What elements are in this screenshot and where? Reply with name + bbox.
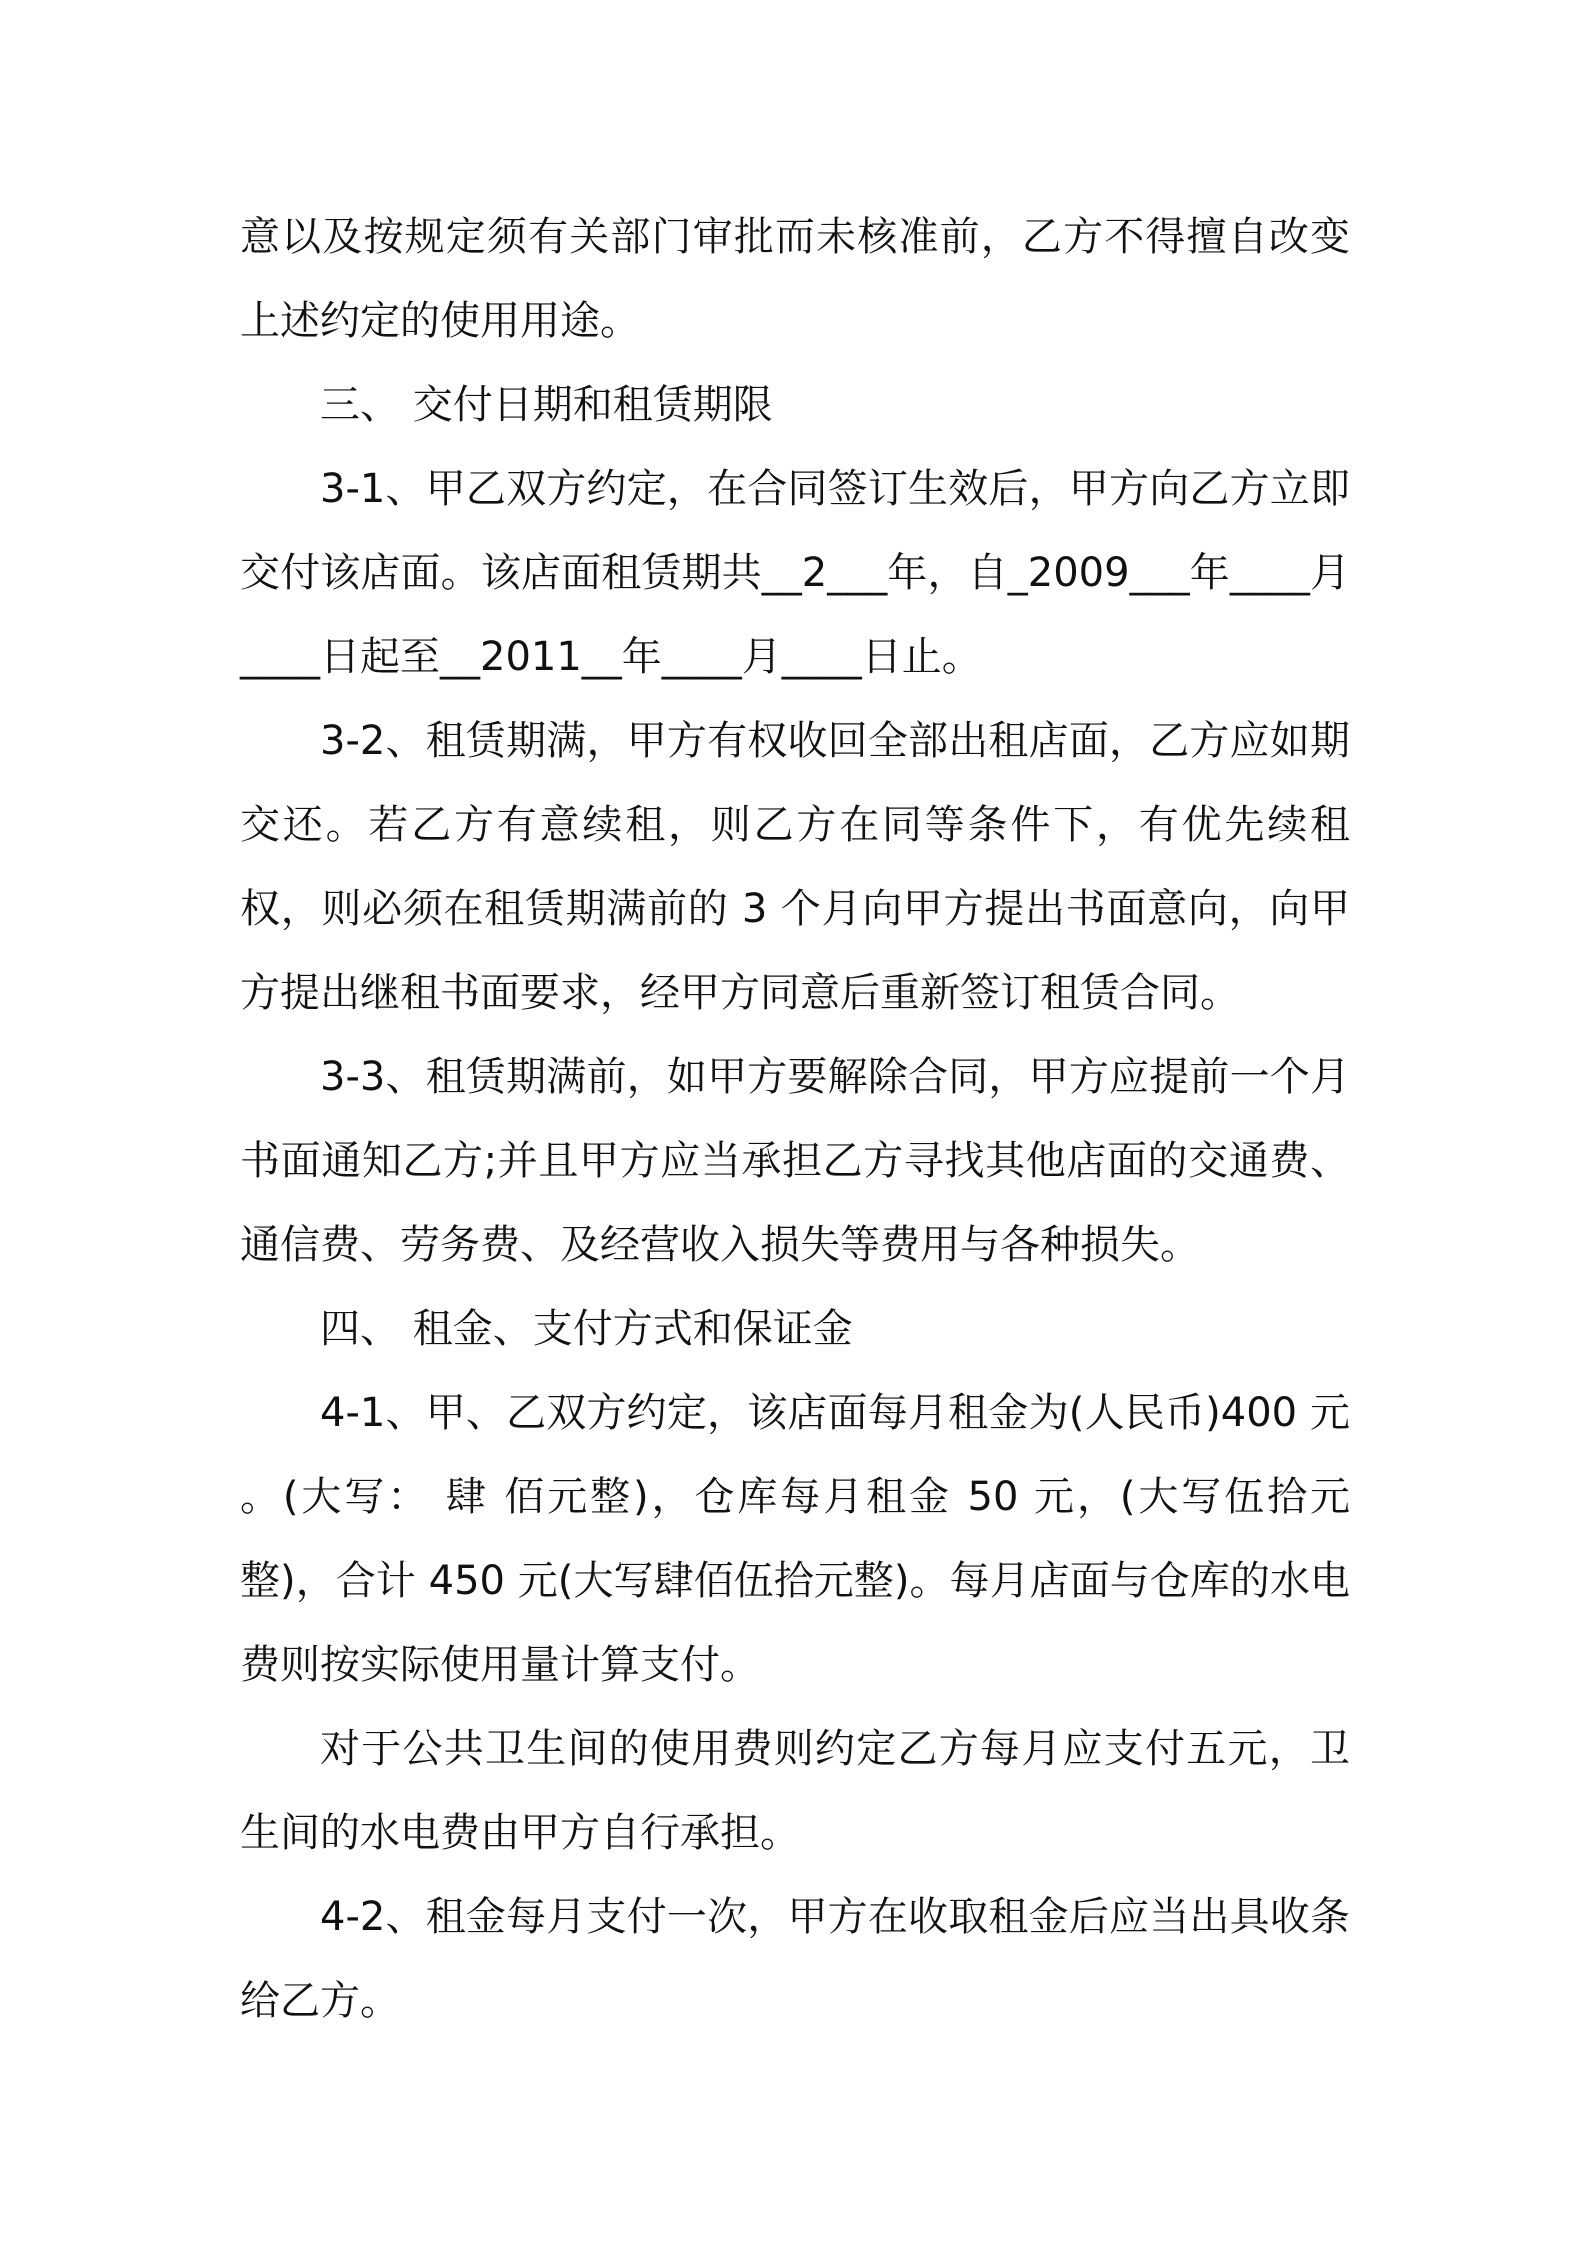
clause-3-1: 3-1、甲乙双方约定，在合同签订生效后，甲方向乙方立即交付该店面。该店面租赁期共__2___年，自_2009___年____月____日起至__2011__年____月____日止。 <box>240 466 1350 680</box>
document-body <box>240 195 1350 2043</box>
paragraph-public-restroom-fee: 对于公共卫生间的使用费则约定乙方每月应支付五元，卫生间的水电费由甲方自行承担。 <box>240 1726 1350 1856</box>
clause-4-1: 4-1、甲、乙双方约定，该店面每月租金为(人民币)400 元 。(大写： 肆 佰元整)，仓库每月租金 50 元，(大写伍拾元整)，合计 450 元(大写肆佰伍拾元整)。每月店面与仓库的水电费则按实际使用量计算支付。 <box>240 1390 1350 1688</box>
clause-3-2: 3-2、租赁期满，甲方有权收回全部出租店面，乙方应如期交还。若乙方有意续租，则乙方在同等条件下，有优先续租权，则必须在租赁期满前的 3 个月向甲方提出书面意向，向甲方提出继租书面要求，经甲方同意后重新签订租赁合同。 <box>240 718 1350 1016</box>
section-heading-rent-and-deposit: 四、 租金、支付方式和保证金 <box>320 1306 853 1352</box>
paragraph-usage-clause-continued: 意以及按规定须有关部门审批而未核准前，乙方不得擅自改变上述约定的使用用途。 <box>240 214 1350 344</box>
clause-4-2: 4-2、租金每月支付一次，甲方在收取租金后应当出具收条给乙方。 <box>240 1894 1350 2024</box>
clause-3-3: 3-3、租赁期满前，如甲方要解除合同，甲方应提前一个月书面通知乙方;并且甲方应当承担乙方寻找其他店面的交通费、通信费、劳务费、及经营收入损失等费用与各种损失。 <box>240 1054 1350 1268</box>
section-heading-delivery-and-term: 三、 交付日期和租赁期限 <box>320 382 773 428</box>
